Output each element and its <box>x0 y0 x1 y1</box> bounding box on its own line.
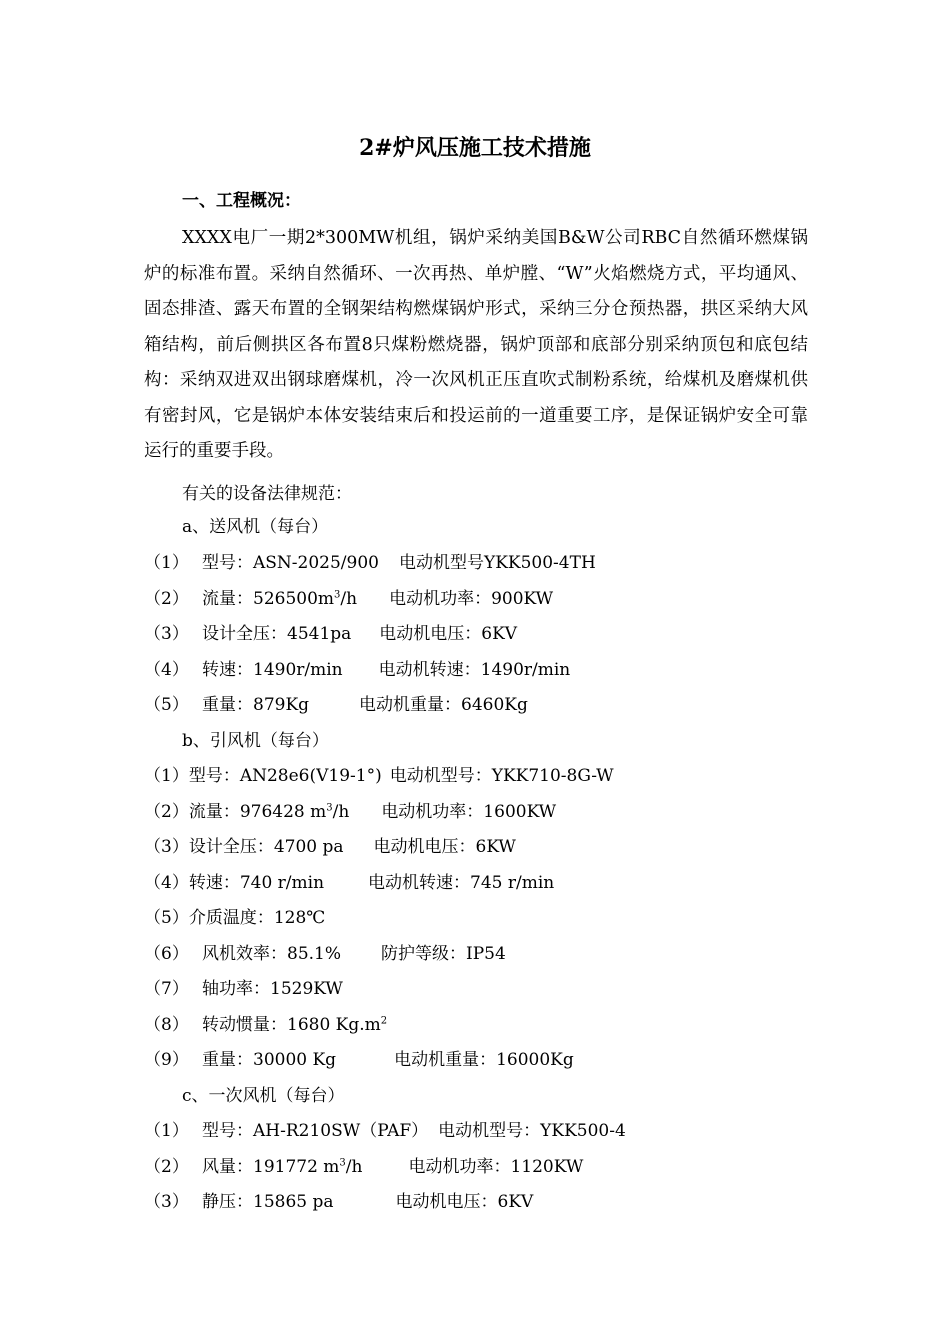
spec-value: 流量：976428 m <box>188 802 327 822</box>
spec-index: （9） <box>144 1050 189 1070</box>
spec-value: 设计全压：4541pa <box>202 624 352 644</box>
fan-c-heading: c、一次风机（每台） <box>182 1086 345 1106</box>
spec-row <box>144 657 570 683</box>
spec-row <box>144 799 556 825</box>
spec-value: 重量：30000 Kg <box>202 1050 337 1070</box>
spec-value: 风量：191772 m <box>202 1157 340 1177</box>
spec-row <box>144 1154 583 1180</box>
spec-index: （1） <box>144 766 189 786</box>
spec-index: （6） <box>144 944 189 964</box>
fan-a-heading: a、送风机（每台） <box>182 517 329 537</box>
spec-value: 转速：740 r/min <box>188 873 325 893</box>
spec-index: （3） <box>144 624 189 644</box>
spec-value: 型号：ASN-2025/900 <box>202 553 379 573</box>
superscript: 3 <box>339 1157 346 1169</box>
spec-row <box>144 621 517 647</box>
spec-value: 静压：15865 pa <box>202 1192 334 1212</box>
spec-value: 设计全压：4700 pa <box>188 837 344 857</box>
spec-index: （8） <box>144 1015 189 1035</box>
superscript: 3 <box>334 589 341 601</box>
spec-value: 重量：879Kg <box>202 695 310 715</box>
spec-index: （2） <box>144 589 189 609</box>
spec-value: 型号：AN28e6(V19-1°) <box>188 766 382 786</box>
spec-row <box>144 586 553 612</box>
spec-row <box>144 763 614 789</box>
spec-value: 型号：AH-R210SW（PAF） <box>202 1121 429 1141</box>
spec-row <box>144 1189 533 1215</box>
spec-index: （1） <box>144 553 189 573</box>
spec-value: 流量：526500m <box>202 589 335 609</box>
spec-row <box>144 1012 387 1038</box>
spec-motor: 电动机型号：YKK500-4 <box>438 1121 626 1141</box>
spec-row <box>144 941 506 967</box>
spec-index: （5） <box>144 695 189 715</box>
spec-value: 介质温度：128℃ <box>188 908 326 928</box>
intro-paragraph: XXXX电厂一期2*300MW机组，锅炉采纳美国B&W公司RBC自然循环燃煤锅炉的标准布置。采纳自然循环、一次再热、单炉膛、“W”火焰燃烧方式，平均通风、固态排渣、露天布置的全钢架结构燃煤锅炉形式，采纳三分仓预热器，拱区采纳大风箱结构，前后侧拱区各布置8只煤粉燃烧器，锅炉顶部和底部分别采纳顶包和底包结构：采纳双进双出钢球磨煤机，冷一次风机正压直吹式制粉系统，给煤机及磨煤机供有密封风，它是锅炉本体安装结束后和投运前的一道重要工序，是保证锅炉安全可靠运行的重要手段。 <box>144 228 808 461</box>
spec-row <box>144 692 528 718</box>
spec-protection: 防护等级：IP54 <box>381 944 506 964</box>
spec-index: （2） <box>144 802 189 822</box>
spec-index: （4） <box>144 660 189 680</box>
section-heading: 一、工程概况： <box>182 191 301 211</box>
spec-motor: 电动机电压：6KV <box>379 624 518 644</box>
spec-index: （5） <box>144 908 189 928</box>
spec-row <box>144 550 596 576</box>
superscript: 3 <box>326 802 333 814</box>
spec-value: 转速：1490r/min <box>202 660 343 680</box>
spec-motor: 电动机功率：900KW <box>389 589 554 609</box>
spec-value: 转动惯量：1680 Kg.m <box>202 1015 381 1035</box>
specs-intro: 有关的设备法律规范： <box>182 484 352 504</box>
spec-value: 轴功率：1529KW <box>202 979 343 999</box>
spec-row <box>144 905 325 931</box>
spec-row <box>144 1047 574 1073</box>
spec-unit: /h <box>345 1157 363 1177</box>
spec-motor: 电动机重量：6460Kg <box>359 695 528 715</box>
spec-motor: 电动机功率：1600KW <box>381 802 557 822</box>
spec-index: （2） <box>144 1157 189 1177</box>
spec-index: （3） <box>144 837 189 857</box>
spec-motor: 电动机重量：16000Kg <box>394 1050 574 1070</box>
spec-row <box>144 834 516 860</box>
spec-motor: 电动机转速：1490r/min <box>378 660 571 680</box>
superscript: 2 <box>380 1015 388 1027</box>
document-title: 2#炉风压施工技术措施 <box>359 135 591 161</box>
spec-row <box>144 976 343 1002</box>
spec-index: （1） <box>144 1121 189 1141</box>
spec-row <box>144 870 554 896</box>
spec-motor: 电动机功率：1120KW <box>408 1157 584 1177</box>
spec-unit: /h <box>332 802 350 822</box>
spec-motor: 电动机型号YKK500-4TH <box>398 553 596 573</box>
spec-motor: 电动机型号：YKK710-8G-W <box>389 766 614 786</box>
spec-unit: /h <box>340 589 358 609</box>
spec-index: （3） <box>144 1192 189 1212</box>
fan-b-heading: b、引风机（每台） <box>182 731 329 751</box>
spec-value: 风机效率：85.1% <box>202 944 342 964</box>
spec-index: （7） <box>144 979 189 999</box>
spec-row <box>144 1118 626 1144</box>
spec-motor: 电动机电压：6KW <box>373 837 516 857</box>
spec-motor: 电动机电压：6KV <box>395 1192 534 1212</box>
spec-index: （4） <box>144 873 189 893</box>
spec-motor: 电动机转速：745 r/min <box>368 873 555 893</box>
